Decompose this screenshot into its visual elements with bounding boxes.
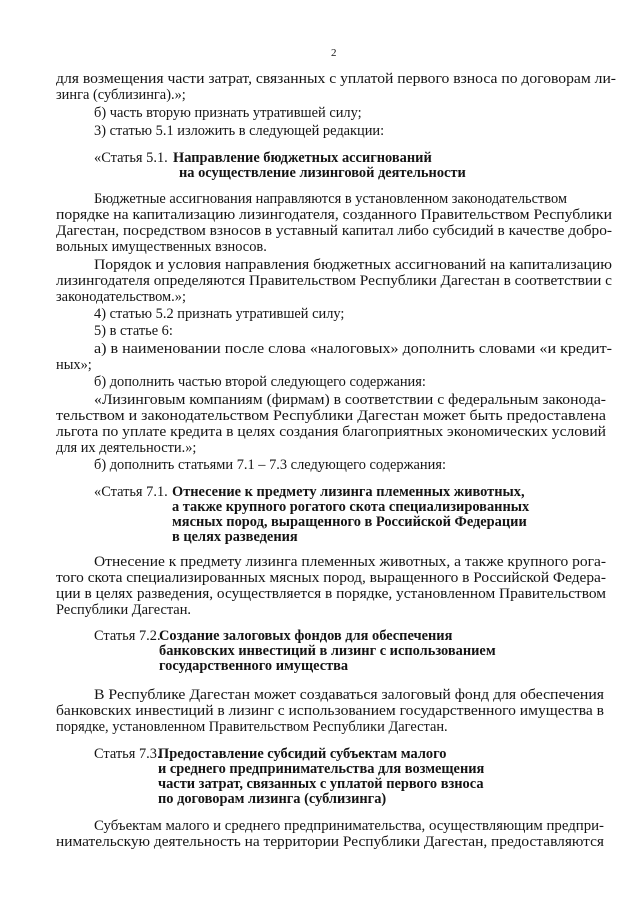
text-line: 5) в статье 6: <box>94 323 173 340</box>
text-line: Дагестан, посредством взносов в уставный капитал либо субсидий в качестве добро- <box>56 223 613 240</box>
text-line: «Статья 5.1. <box>94 150 168 167</box>
text-line: В Республике Дагестан может создаваться залоговый фонд для обеспечения <box>94 687 604 704</box>
text-line: б) дополнить частью второй следующего содержания: <box>94 374 426 391</box>
text-line: тельством и законодательством Республики Дагестан может быть предоставлена <box>56 408 606 425</box>
page-number: 2 <box>331 47 337 59</box>
text-line: ции в целях разведения, осуществляется в порядке, установленном Правительством <box>56 586 606 603</box>
text-line: зинга (сублизинга).»; <box>56 87 186 104</box>
text-line: для возмещения части затрат, связанных с уплатой первого взноса по договорам ли- <box>56 71 617 88</box>
text-line: нимательскую деятельность на территории Республики Дагестан, предоставляются <box>56 834 605 851</box>
text-line: лизингодателя определяются Правительством Республики Дагестан в соответствии с <box>56 273 612 290</box>
text-line: а) в наименовании после слова «налоговых» дополнить словами «и кредит- <box>94 341 613 358</box>
text-line: Бюджетные ассигнования направляются в установленном законодательством <box>94 191 567 208</box>
text-line: Республики Дагестан. <box>56 602 191 619</box>
text-line: порядке, установленном Правительством Республики Дагестан. <box>56 719 448 736</box>
text-line: «Лизинговым компаниям (фирмам) в соответствии с федеральным законода- <box>94 392 606 409</box>
article-heading-line: мясных пород, выращенного в Российской Федерации <box>172 514 527 531</box>
text-line: законодательством.»; <box>56 289 186 306</box>
article-heading-line: в целях разведения <box>172 529 298 546</box>
text-line: б) дополнить статьями 7.1 – 7.3 следующего содержания: <box>94 457 446 474</box>
text-line: Статья 7.3. <box>94 746 161 763</box>
text-line: порядке на капитализацию лизингодателя, созданного Правительством Республики <box>56 207 612 224</box>
article-heading-line: банковских инвестиций в лизинг с использованием <box>159 643 496 660</box>
article-heading-line: по договорам лизинга (сублизинга) <box>158 791 387 808</box>
text-line: того скота специализированных мясных пород, выращенного в Российской Федера- <box>56 570 607 587</box>
article-heading-line: государственного имущества <box>159 658 349 675</box>
text-line: вольных имущественных взносов. <box>56 239 267 256</box>
text-line: Субъектам малого и среднего предпринимательства, осуществляющим предпри- <box>94 818 604 835</box>
article-heading-line: на осуществление лизинговой деятельности <box>179 165 466 182</box>
article-heading-line: части затрат, связанных с уплатой первого взноса <box>158 776 484 793</box>
text-line: льгота по уплате кредита в целях создания благоприятных экономических условий <box>56 424 607 441</box>
article-heading-line: а также крупного рогатого скота специализированных <box>172 499 530 516</box>
article-heading-line: Создание залоговых фондов для обеспечения <box>159 628 453 645</box>
article-heading-line: Предоставление субсидий субъектам малого <box>158 746 447 763</box>
text-line: ных»; <box>56 357 92 374</box>
text-line: для их деятельности.»; <box>56 440 197 457</box>
text-line: б) часть вторую признать утратившей силу; <box>94 105 362 122</box>
text-line: банковских инвестиций в лизинг с использованием государственного имущества в <box>56 703 604 720</box>
text-line: 4) статью 5.2 признать утратившей силу; <box>94 306 345 323</box>
article-heading-line: Направление бюджетных ассигнований <box>173 150 432 167</box>
text-line: «Статья 7.1. <box>94 484 168 501</box>
article-heading-line: Отнесение к предмету лизинга племенных животных, <box>172 484 525 501</box>
article-heading-line: и среднего предпринимательства для возмещения <box>158 761 485 778</box>
text-line: Порядок и условия направления бюджетных ассигнований на капитализацию <box>94 257 612 274</box>
text-line: 3) статью 5.1 изложить в следующей редакции: <box>94 123 385 140</box>
text-line: Статья 7.2. <box>94 628 161 645</box>
text-line: Отнесение к предмету лизинга племенных животных, а также крупного рога- <box>94 554 606 571</box>
